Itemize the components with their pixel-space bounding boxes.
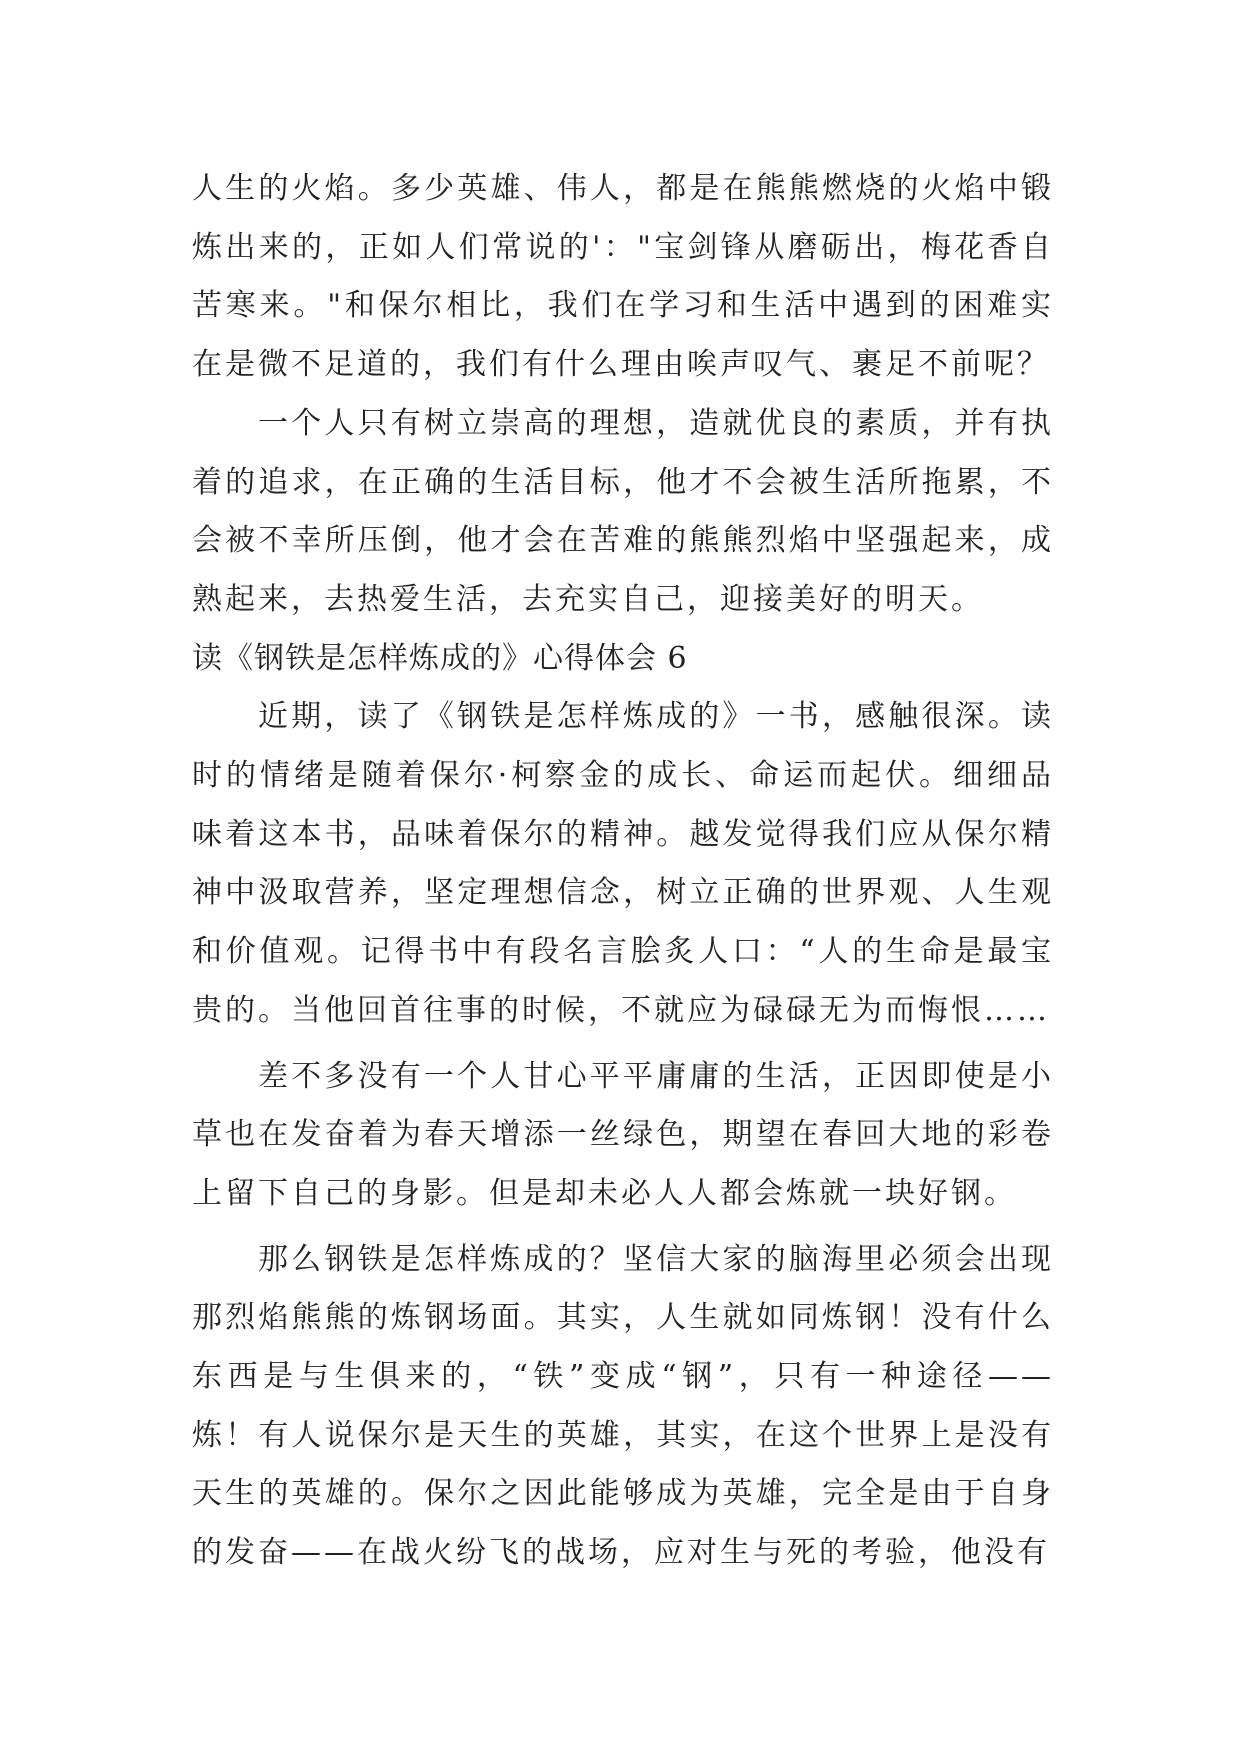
paragraph: 那么钢铁是怎样炼成的？坚信大家的脑海里必须会出现那烈焰熊熊的炼钢场面。其实，人生就如同炼钢！没有什么东西是与生俱来的，“铁”变成“钢”，只有一种途径——炼！有人说保尔是天生的英雄，其实，在这个世界上是没有天生的英雄的。保尔之因此能够成为英雄，完全是由于自身的发奋——在战火纷飞的战场，应对生与死的考验，他没有 <box>192 1241 1054 1571</box>
section-title: 读《钢铁是怎样炼成的》心得体会 6 <box>192 640 688 676</box>
paragraph-continuation: 人生的火焰。多少英雄、伟人，都是在熊熊燃烧的火焰中锻炼出来的，正如人们常说的'："宝剑锋从磨砺出，梅花香自苦寒来。"和保尔相比，我们在学习和生活中遇到的困难实在是微不足道的，我们有什么理由唉声叹气、裹足不前呢？ <box>192 171 1054 383</box>
paragraph: 一个人只有树立崇高的理想，造就优良的素质，并有执着的追求，在正确的生活目标，他才不会被生活所拖累，不会被不幸所压倒，他才会在苦难的熊熊烈焰中坚强起来，成熟起来，去热爱生活，去充实自己，迎接美好的明天。 <box>192 405 1054 617</box>
paragraph: 差不多没有一个人甘心平平庸庸的生活，正因即使是小草也在发奋着为春天增添一丝绿色，期望在春回大地的彩卷上留下自己的身影。但是却未必人人都会炼就一块好钢。 <box>192 1058 1054 1211</box>
document-body <box>192 160 1054 1583</box>
paragraph: 近期，读了《钢铁是怎样炼成的》一书，感触很深。读时的情绪是随着保尔·柯察金的成长、命运而起伏。细细品味着这本书，品味着保尔的精神。越发觉得我们应从保尔精神中汲取营养，坚定理想信念，树立正确的世界观、人生观和价值观。记得书中有段名言脍炙人口：“人的生命是最宝贵的。当他回首往事的时候，不就应为碌碌无为而悔恨…… <box>192 699 1054 1028</box>
